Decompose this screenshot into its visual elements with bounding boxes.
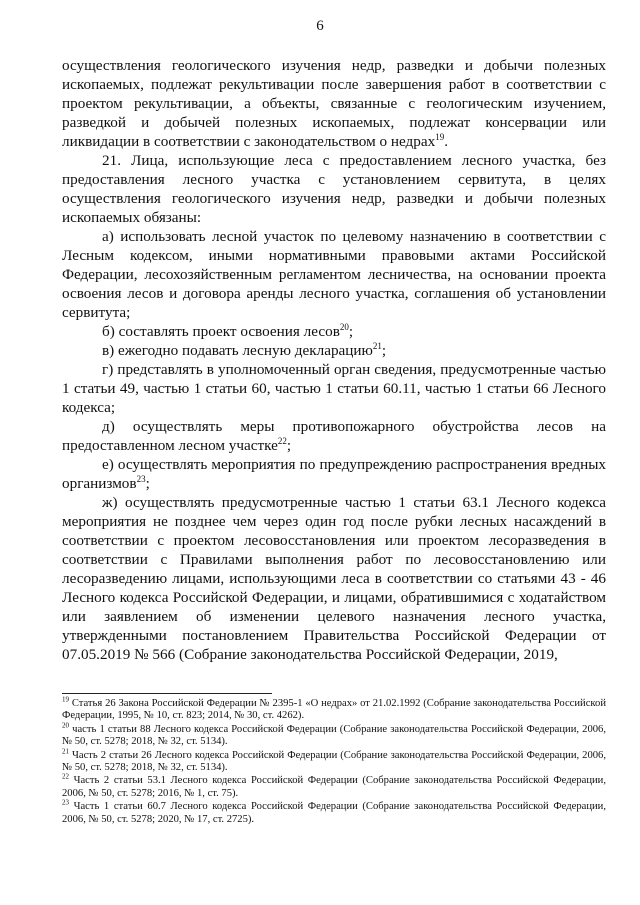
footnote bbox=[62, 798, 606, 826]
footnote-text: часть 1 статьи 88 Лесного кодекса Российской Федерации (Собрание законодательства Российской Федерации, 2006, № 50, ст. 5278; 2018, № 32, ст. 5134). bbox=[62, 723, 606, 748]
paragraph-text: осуществления геологического изучения недр, разведки и добычи полезных ископаемых, подлежат рекультивации после завершения работ в соответствии с проектом рекультивации, а объекты, связанные с геологическим изучением, разведкой и добычей полезных ископаемых, подлежат консервации или ликвидации в соответствии с законодательством о недрах bbox=[62, 57, 606, 150]
footnote-number: 22 bbox=[62, 772, 69, 781]
footnote-ref: 21 bbox=[372, 340, 382, 351]
paragraph bbox=[62, 341, 606, 360]
footnote-ref: 20 bbox=[339, 321, 349, 332]
paragraph-tail: ; bbox=[381, 342, 387, 359]
footnote bbox=[62, 747, 606, 775]
page-number: 6 bbox=[316, 18, 324, 34]
footnote-text: Часть 1 статьи 60.7 Лесного кодекса Российской Федерации (Собрание законодательства Российской Федерации, 2006, № 50, ст. 5278; 2020, № 17, ст. 2725). bbox=[62, 801, 606, 825]
paragraph-tail: ; bbox=[145, 475, 150, 492]
paragraph-text: б) составлять проект освоения лесов bbox=[102, 323, 340, 340]
footnote-number: 19 bbox=[62, 695, 69, 704]
paragraph-tail: ; bbox=[286, 437, 292, 454]
footnote-text: Часть 2 статьи 53.1 Лесного кодекса Российской Федерации (Собрание законодательства Российской Федерации, 2006, № 50, ст. 5278; 2016, № 1, ст. 75). bbox=[62, 775, 606, 799]
paragraph-text: а) использовать лесной участок по целевому назначению в соответствии с Лесным кодексом, иными нормативными правовыми актами Российской Федерации, лесохозяйственным регламентом лесничества, на основании проекта освоения лесов и договора аренды лесного участка, соглашения об установлении сервитута; bbox=[62, 228, 606, 321]
footnote-ref: 22 bbox=[277, 435, 287, 446]
paragraph bbox=[62, 493, 606, 664]
paragraph bbox=[62, 227, 606, 322]
footnote bbox=[62, 695, 606, 723]
paragraph-text: ж) осуществлять предусмотренные частью 1 статьи 63.1 Лесного кодекса мероприятия не позднее чем через один год после рубки лесных насаждений в соответствии с проектом лесовосстановления или проектом лесоразведения в соответствии с Правилами выполнения работ по лесовосстановлению или лесоразведению лицами, использующими леса в соответствии со статьями 43 - 46 Лесного кодекса Российской Федерации, и лицами, обратившимися с ходатайством или заявлением об изменении целевого назначения лесного участка, утвержденными постановлением Правительства Российской Федерации от 07.05.2019 № 566 (Собрание законодательства Российской Федерации, 2019, bbox=[62, 494, 606, 663]
footnote-text: Часть 2 статьи 26 Лесного кодекса Российской Федерации (Собрание законодательства Российской Федерации, 2006, № 50, ст. 5278; 2018, № 32, ст. 5134). bbox=[62, 749, 606, 774]
footnote-text: Статья 26 Закона Российской Федерации № 2395-1 «О недрах» от 21.02.1992 (Собрание законодательства Российской Федерации, 1995, № 10, ст. 823; 2014, № 30, ст. 4262). bbox=[62, 698, 606, 722]
footnotes bbox=[62, 695, 606, 827]
paragraph bbox=[62, 417, 606, 455]
paragraph bbox=[62, 56, 606, 151]
footnote-ref: 19 bbox=[435, 131, 445, 142]
footnote-separator bbox=[62, 693, 272, 694]
paragraph bbox=[62, 322, 606, 341]
paragraph bbox=[62, 455, 606, 493]
paragraph-tail: . bbox=[444, 133, 449, 150]
paragraph bbox=[62, 360, 606, 417]
paragraph-text: г) представлять в уполномоченный орган сведения, предусмотренные частью 1 статьи 49, частью 1 статьи 60, частью 1 статьи 60.11, частью 1 статьи 66 Лесного кодекса; bbox=[62, 361, 606, 416]
footnote bbox=[62, 721, 606, 749]
footnote-ref: 23 bbox=[136, 473, 146, 484]
paragraph-text: 21. Лица, использующие леса с предоставлением лесного участка, без предоставления лесного участка с установлением сервитута, в целях осуществления геологического изучения недр, разведки и добычи полезных ископаемых обязаны: bbox=[62, 152, 606, 226]
footnote-number: 20 bbox=[62, 721, 69, 730]
paragraph bbox=[62, 151, 606, 227]
body-text bbox=[62, 56, 606, 664]
paragraph-text: д) осуществлять меры противопожарного обустройства лесов на предоставленном лесном участке bbox=[62, 418, 606, 454]
footnote-number: 21 bbox=[62, 747, 69, 756]
footnote-number: 23 bbox=[62, 798, 69, 807]
paragraph-text: в) ежегодно подавать лесную декларацию bbox=[102, 342, 373, 359]
paragraph-tail: ; bbox=[348, 323, 354, 340]
paragraph-text: е) осуществлять мероприятия по предупреждению распространения вредных организмов bbox=[62, 456, 606, 492]
footnote bbox=[62, 772, 606, 800]
